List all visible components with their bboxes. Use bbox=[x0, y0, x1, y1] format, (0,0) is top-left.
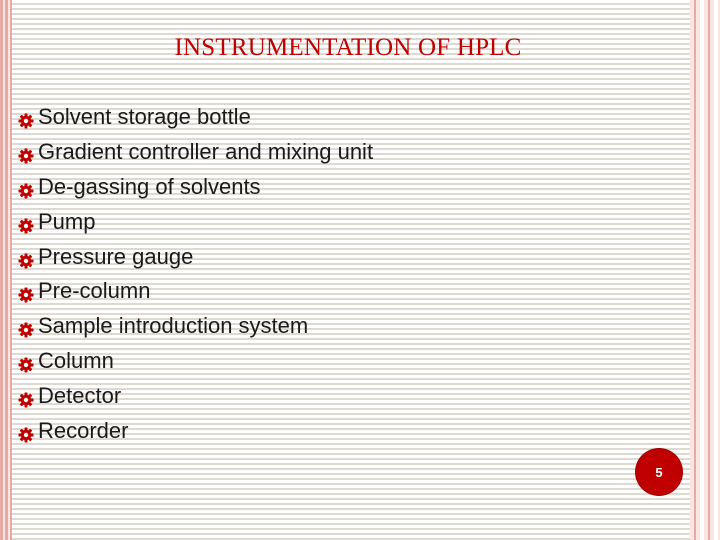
list-item-label: Pressure gauge bbox=[38, 243, 194, 269]
gear-icon bbox=[18, 318, 34, 334]
gear-icon bbox=[18, 283, 34, 299]
gear-icon bbox=[18, 214, 34, 230]
list-item-label: Recorder bbox=[38, 417, 129, 443]
list-item-label: Sample introduction system bbox=[38, 313, 309, 339]
list-item bbox=[18, 309, 373, 344]
left-decorative-border bbox=[0, 0, 12, 540]
gear-icon bbox=[18, 179, 34, 195]
list-item-label: Column bbox=[38, 347, 114, 373]
list-item-label: Gradient controller and mixing unit bbox=[38, 139, 374, 165]
list-item bbox=[18, 100, 373, 135]
slide-title: INSTRUMENTATION OF HPLC bbox=[174, 34, 522, 61]
list-item-label: De-gassing of solvents bbox=[38, 173, 261, 199]
list-item-label: Detector bbox=[38, 382, 122, 408]
gear-icon bbox=[18, 109, 34, 125]
list-item bbox=[18, 344, 373, 379]
list-item bbox=[18, 239, 373, 274]
gear-icon bbox=[18, 144, 34, 160]
list-item bbox=[18, 413, 373, 448]
list-item bbox=[18, 170, 373, 205]
page-number-badge: 5 bbox=[636, 449, 682, 495]
list-item-label: Pump bbox=[38, 208, 96, 234]
list-item bbox=[18, 378, 373, 413]
list-item bbox=[18, 274, 373, 309]
list-item bbox=[18, 135, 373, 170]
gear-icon bbox=[18, 388, 34, 404]
gear-icon bbox=[18, 353, 34, 369]
gear-icon bbox=[18, 249, 34, 265]
right-decorative-border bbox=[690, 0, 720, 540]
list-item-label: Pre-column bbox=[38, 278, 151, 304]
gear-icon bbox=[18, 423, 34, 439]
list-item bbox=[18, 204, 373, 239]
bullet-list bbox=[18, 100, 373, 448]
list-item-label: Solvent storage bottle bbox=[38, 104, 251, 130]
